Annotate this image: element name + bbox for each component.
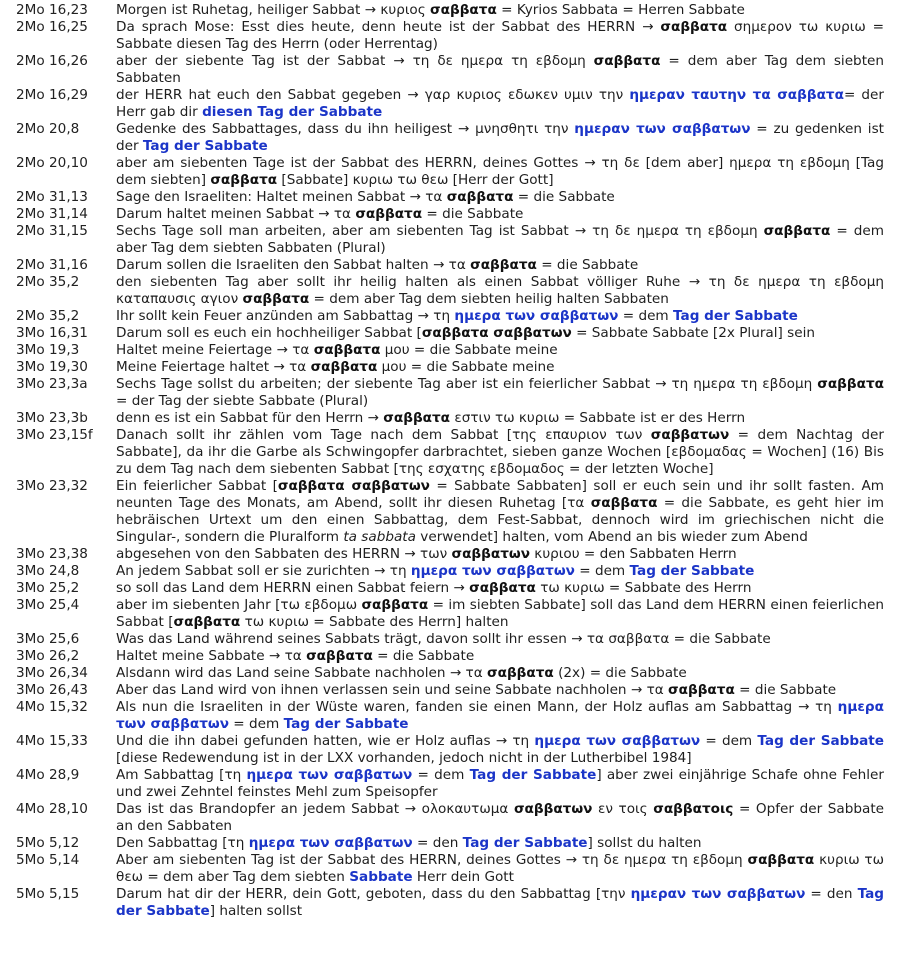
verse-reference: 2Mo 31,13	[16, 189, 88, 205]
verse-text-segment: Das ist das Brandopfer an jedem Sabbat → ολοκαυτωμα	[116, 801, 514, 817]
verse-text-segment: [Sabbate] κυριω τω θεω [Herr der Gott]	[277, 172, 554, 188]
verse-text	[116, 87, 884, 121]
verse-text	[116, 733, 884, 767]
table-row	[16, 478, 884, 546]
table-row	[16, 2, 884, 19]
highlight-term-blue: ημερα των σαββατων	[116, 699, 884, 732]
highlight-term-blue: Tag der Sabbate	[673, 308, 798, 324]
highlight-term-blue: ημεραν των σαββατων	[574, 121, 751, 137]
verse-text-segment: Darum hat dir der HERR, dein Gott, geboten, dass du den Sabbattag [την	[116, 886, 631, 902]
greek-term-bold: σαββατων	[513, 801, 593, 817]
greek-term-bold: σαββατα	[210, 172, 278, 188]
table-row	[16, 342, 884, 359]
verse-text-segment: Haltet meine Sabbate → τα	[116, 648, 307, 664]
verse-reference: 5Mo 5,14	[16, 852, 80, 868]
verse-text	[116, 563, 884, 580]
verse-text-segment: Morgen ist Ruhetag, heiliger Sabbat → κυριος	[116, 2, 431, 18]
verse-reference: 2Mo 16,25	[16, 19, 88, 35]
greek-term-bold: σαββατα	[470, 257, 537, 273]
verse-text	[116, 206, 884, 223]
greek-term-bold: σαββατα	[242, 291, 310, 307]
verse-text-segment: verwendet] halten, vom Abend an bis wieder zum Abend	[415, 529, 808, 545]
verse-text-segment: μου = die Sabbate meine	[380, 342, 558, 358]
highlight-term-blue: ημεραν ταυτην τα σαββατα	[629, 87, 844, 103]
verse-text-segment: Sage den Israeliten: Haltet meinen Sabbat → τα	[116, 189, 447, 205]
greek-term-bold: σαββατα	[310, 359, 378, 375]
verse-reference: 4Mo 28,9	[16, 767, 80, 783]
verse-text	[116, 325, 884, 342]
verse-text-segment: Meine Feiertage haltet → τα	[116, 359, 311, 375]
verse-text-segment: Haltet meine Feiertage → τα	[116, 342, 314, 358]
verse-text-segment: Ein feierlicher Sabbat [	[116, 478, 278, 494]
highlight-term-blue: Tag der Sabbate	[283, 716, 409, 732]
verse-text-segment: aber im siebenten Jahr [τω εβδομω	[116, 597, 362, 613]
verse-text-segment: ] halten sollst	[209, 903, 303, 919]
verse-text	[116, 665, 884, 682]
verse-reference: 3Mo 25,4	[16, 597, 80, 613]
greek-term-bold: σαββατων	[451, 546, 530, 562]
verse-text-segment: = Sabbate Sabbate [2x Plural] sein	[571, 325, 815, 341]
verse-text	[116, 580, 884, 597]
highlight-term-blue: diesen Tag der Sabbate	[202, 104, 383, 120]
verse-text	[116, 835, 884, 852]
verse-text-segment: Ihr sollt kein Feuer anzünden am Sabbattag → τη	[116, 308, 455, 324]
verse-text-segment: An jedem Sabbat soll er sie zurichten → τη	[116, 563, 411, 579]
verse-text-segment: κυριου = den Sabbaten Herrn	[529, 546, 737, 562]
table-row	[16, 257, 884, 274]
verse-text-segment: = der Tag der siebte Sabbate (Plural)	[116, 393, 369, 409]
table-row	[16, 648, 884, 665]
verse-text	[116, 19, 884, 53]
verse-reference: 4Mo 15,32	[16, 699, 88, 715]
verse-text	[116, 53, 884, 87]
highlight-term-blue: ημερα των σαββατων	[246, 767, 413, 783]
verse-text-segment: κυριω τω θεω = dem aber Tag dem siebten	[116, 852, 884, 885]
verse-text	[116, 682, 884, 699]
table-row	[16, 155, 884, 189]
greek-term-bold: σαββατα σαββατων	[421, 325, 572, 341]
greek-term-bold: σαββατα	[660, 19, 728, 35]
highlight-term-blue: Tag der Sabbate	[629, 563, 755, 579]
verse-reference: 3Mo 23,15f	[16, 427, 93, 443]
verse-reference: 2Mo 20,10	[16, 155, 88, 171]
verse-text-segment: μου = die Sabbate meine	[377, 359, 555, 375]
verse-text	[116, 376, 884, 410]
verse-reference: 3Mo 19,3	[16, 342, 80, 358]
verse-text-segment: = die Sabbate	[536, 257, 639, 273]
table-row	[16, 597, 884, 631]
greek-term-bold: σαββατα	[446, 189, 514, 205]
verse-reference: 3Mo 24,8	[16, 563, 80, 579]
verse-text-segment: εν τοις	[592, 801, 654, 817]
verse-text-segment: Am Sabbattag [τη	[116, 767, 247, 783]
highlight-term-blue: Tag der Sabbate	[469, 767, 597, 783]
verse-reference: 5Mo 5,15	[16, 886, 80, 902]
verse-text-segment: Aber am siebenten Tag ist der Sabbat des HERRN, deines Gottes → τη δε ημερα τη εβδομη	[116, 852, 748, 868]
greek-term-bold: σαββατα	[361, 597, 429, 613]
verse-reference: 2Mo 35,2	[16, 308, 80, 324]
verse-reference: 3Mo 23,38	[16, 546, 88, 562]
verse-reference: 3Mo 16,31	[16, 325, 88, 341]
verse-text	[116, 631, 884, 648]
table-row	[16, 886, 884, 920]
verse-text-segment: = den	[412, 835, 463, 851]
table-row	[16, 325, 884, 342]
highlight-term-blue: Tag der Sabbate	[462, 835, 588, 851]
verse-text	[116, 257, 884, 274]
verse-text-segment: εστιν τω κυριω = Sabbate ist er des Herrn	[450, 410, 746, 426]
verse-text-segment: = Sabbate Sabbaten] soll er euch sein und ihr sollt fasten. Am neunten Tage des Monats, am Abend, sollt ihr diesen Ruhetag [τα	[116, 478, 884, 511]
highlight-term-blue: Tag der Sabbate	[757, 733, 885, 749]
verse-text-segment: ] sollst du halten	[587, 835, 702, 851]
verse-text-segment: = die Sabbate	[734, 682, 837, 698]
table-row	[16, 206, 884, 223]
verse-reference: 3Mo 23,32	[16, 478, 88, 494]
table-row	[16, 699, 884, 733]
verse-text	[116, 308, 884, 325]
table-row	[16, 19, 884, 53]
greek-term-bold: σαββατα	[383, 410, 451, 426]
table-row	[16, 546, 884, 563]
verse-reference: 2Mo 16,29	[16, 87, 88, 103]
verse-text-segment: denn es ist ein Sabbat für den Herrn →	[116, 410, 384, 426]
table-row	[16, 767, 884, 801]
verse-text	[116, 699, 884, 733]
verse-text-segment: = die Sabbate, es geht hier im hebräischen Urtext um den einen Sabbattag, dem Fest-Sabbat, dennoch wird im griechischen nicht die Singular-, sondern die Pluralform	[116, 495, 885, 545]
verse-text-segment: = Kyrios Sabbata = Herren Sabbate	[496, 2, 745, 18]
verse-text-segment: den siebenten Tag aber sollt ihr heilig halten als einen Sabbat völliger Ruhe → τη δε ημερα τη εβδομη καταπαυσις αγιον	[116, 274, 884, 307]
verse-text-segment: Sechs Tage sollst du arbeiten; der siebente Tag aber ist ein feierlicher Sabbat → τη ημερα τη εβδομη	[116, 376, 818, 392]
italic-term: ta sabbata	[343, 529, 416, 545]
verse-text	[116, 189, 884, 206]
verse-text-segment: = der Herr gab dir	[116, 87, 884, 120]
verse-text-segment: = dem aber Tag dem siebten Sabbaten (Plural)	[116, 223, 884, 256]
verse-reference: 2Mo 31,14	[16, 206, 88, 222]
table-row	[16, 835, 884, 852]
table-row	[16, 733, 884, 767]
greek-term-bold: σαββατα	[668, 682, 735, 698]
verse-text	[116, 767, 884, 801]
verse-reference: 3Mo 26,34	[16, 665, 88, 681]
verse-reference: 2Mo 35,2	[16, 274, 80, 290]
table-row	[16, 274, 884, 308]
verse-text-segment: Und die ihn dabei gefunden hatten, wie er Holz auflas → τη	[116, 733, 535, 749]
greek-term-bold: σαββατα	[763, 223, 831, 239]
greek-term-bold: σαββατα	[487, 665, 554, 681]
greek-term-bold: σαββατα σαββατων	[277, 478, 430, 494]
verse-reference: 3Mo 26,2	[16, 648, 80, 664]
verse-reference: 2Mo 16,23	[16, 2, 88, 18]
table-row	[16, 427, 884, 478]
verse-text	[116, 852, 884, 886]
verse-text	[116, 121, 884, 155]
table-row	[16, 53, 884, 87]
verse-text-segment: Was das Land während seines Sabbats trägt, davon sollt ihr essen → τα σαββατα = die Sabbate	[116, 631, 771, 647]
greek-term-bold: σαββατοις	[653, 801, 734, 817]
verse-text	[116, 427, 884, 478]
verse-text-segment: = zu gedenken ist der	[116, 121, 884, 154]
verse-text-segment: Da sprach Mose: Esst dies heute, denn heute ist der Sabbat des HERRN →	[116, 19, 661, 35]
verse-text-segment: = dem	[700, 733, 758, 749]
verse-text	[116, 886, 884, 920]
verse-text-segment: = dem	[618, 308, 673, 324]
greek-term-bold: σαββατα	[306, 648, 373, 664]
table-row	[16, 631, 884, 648]
verse-text-segment: = im siebten Sabbate] soll das Land dem HERRN einen feierlichen Sabbat [	[116, 597, 884, 630]
verse-text-segment: so soll das Land dem HERRN einen Sabbat feiern →	[116, 580, 470, 596]
verse-text-segment: = den	[805, 886, 858, 902]
verse-text	[116, 648, 884, 665]
verse-text-segment: Gedenke des Sabbattages, dass du ihn heiligest → μνησθητι την	[116, 121, 575, 137]
verse-text	[116, 223, 884, 257]
verse-text-segment: = dem Nachtag der Sabbate], da ihr die Garbe als Schwingopfer darbrachtet, sieben ganze Wochen [εβδομαδας = Wochen] (16) Bis zu dem Tag nach dem siebenten Sabbat [της εσχατης εβδομαδος = der letzten Woche]	[116, 427, 884, 477]
verse-text	[116, 359, 884, 376]
highlight-term-blue: ημερα των σαββατων	[534, 733, 701, 749]
table-row	[16, 87, 884, 121]
highlight-term-blue: ημεραν των σαββατων	[630, 886, 806, 902]
verse-text-segment: abgesehen von den Sabbaten des HERRN → των	[116, 546, 452, 562]
verse-reference: 3Mo 23,3a	[16, 376, 88, 392]
verse-text-segment: Darum soll es euch ein hochheiliger Sabbat [	[116, 325, 422, 341]
greek-term-bold: σαββατα	[469, 580, 536, 596]
table-row	[16, 410, 884, 427]
verse-text-segment: Danach sollt ihr zählen vom Tage nach dem Sabbat [της επαυριον των	[116, 427, 651, 443]
table-row	[16, 121, 884, 155]
verse-text-segment: der HERR hat euch den Sabbat gegeben → γαρ κυριος εδωκεν υμιν την	[116, 87, 630, 103]
verse-reference: 2Mo 20,8	[16, 121, 80, 137]
table-row	[16, 801, 884, 835]
greek-term-bold: σαββατα	[313, 342, 381, 358]
verse-text-segment: Sechs Tage soll man arbeiten, aber am siebenten Tag ist Sabbat → τη δε ημερα τη εβδομη	[116, 223, 764, 239]
verse-reference: 5Mo 5,12	[16, 835, 80, 851]
verse-text-segment: = dem	[574, 563, 630, 579]
verse-text-segment: Aber das Land wird von ihnen verlassen sein und seine Sabbate nachholen → τα	[116, 682, 669, 698]
verse-text-segment: ] aber zwei einjährige Schafe ohne Fehler und zwei Zehntel feinstes Mehl zum Speisopfer	[116, 767, 885, 800]
verse-text-segment: Den Sabbattag [τη	[116, 835, 249, 851]
verse-text-segment: = dem aber Tag dem siebten heilig halten Sabbaten	[309, 291, 669, 307]
verse-reference: 3Mo 19,30	[16, 359, 88, 375]
highlight-term-blue: Sabbate	[349, 869, 413, 885]
greek-term-bold: σαββατα	[747, 852, 815, 868]
table-row	[16, 223, 884, 257]
verse-reference: 2Mo 16,26	[16, 53, 88, 69]
verse-text-segment: Alsdann wird das Land seine Sabbate nachholen → τα	[116, 665, 488, 681]
verse-text-segment: aber der siebente Tag ist der Sabbat → τη δε ημερα τη εβδομη	[116, 53, 594, 69]
greek-term-bold: σαββατα	[173, 614, 241, 630]
verse-text	[116, 342, 884, 359]
verse-text-segment: = dem aber Tag dem siebten Sabbaten	[116, 53, 885, 86]
verse-text-segment: = die Sabbate	[513, 189, 615, 205]
verse-text-segment: Darum haltet meinen Sabbat → τα	[116, 206, 356, 222]
highlight-term-blue: Tag der Sabbate	[142, 138, 268, 154]
greek-term-bold: σαββατα	[590, 495, 658, 511]
verse-text	[116, 155, 884, 189]
table-row	[16, 563, 884, 580]
verse-reference: 3Mo 23,3b	[16, 410, 88, 426]
table-row	[16, 852, 884, 886]
verse-reference: 2Mo 31,15	[16, 223, 88, 239]
table-row	[16, 359, 884, 376]
table-row	[16, 580, 884, 597]
verse-text	[116, 801, 884, 835]
verse-text-segment: Als nun die Israeliten in der Wüste waren, fanden sie einen Mann, der Holz auflas am Sabbattag → τη	[116, 699, 838, 715]
verse-text-segment: = die Sabbate	[422, 206, 524, 222]
highlight-term-blue: Tag der Sabbate	[116, 886, 884, 919]
verse-reference: 4Mo 15,33	[16, 733, 88, 749]
verse-text-segment: (2x) = die Sabbate	[553, 665, 687, 681]
greek-term-bold: σαββατα	[430, 2, 497, 18]
verse-reference: 3Mo 25,6	[16, 631, 80, 647]
highlight-term-blue: ημερα των σαββατων	[454, 308, 619, 324]
highlight-term-blue: ημερα των σαββατων	[410, 563, 575, 579]
verse-text	[116, 274, 884, 308]
greek-term-bold: σαββατα	[817, 376, 884, 392]
verse-text-segment: [diese Redewendung ist in der LXX vorhanden, jedoch nicht in der Lutherbibel 1984]	[116, 750, 692, 766]
verse-text-segment: = dem	[228, 716, 284, 732]
verse-text	[116, 410, 884, 427]
highlight-term-blue: ημερα των σαββατων	[248, 835, 413, 851]
verse-text	[116, 2, 884, 19]
table-row	[16, 189, 884, 206]
table-row	[16, 682, 884, 699]
verse-text-segment: Herr dein Gott	[412, 869, 514, 885]
greek-term-bold: σαββατων	[650, 427, 730, 443]
verse-text	[116, 597, 884, 631]
verse-reference: 2Mo 31,16	[16, 257, 88, 273]
verse-text-segment: τω κυριω = Sabbate des Herrn	[535, 580, 752, 596]
table-row	[16, 665, 884, 682]
verse-text-segment: σημερον τω κυριω = Sabbate diesen Tag des Herrn (oder Herrentag)	[116, 19, 884, 52]
verse-text-segment: Darum sollen die Israeliten den Sabbat halten → τα	[116, 257, 471, 273]
verse-text-segment: aber am siebenten Tage ist der Sabbat des HERRN, deines Gottes → τη δε [dem aber] ημερα τη εβδομη [Tag dem siebten]	[116, 155, 884, 188]
verse-reference: 3Mo 25,2	[16, 580, 80, 596]
verse-text-segment: = dem	[412, 767, 470, 783]
verse-text-segment: τω κυριω = Sabbate des Herrn] halten	[240, 614, 509, 630]
verse-text-segment: = Opfer der Sabbate an den Sabbaten	[116, 801, 885, 834]
greek-term-bold: σαββατα	[355, 206, 423, 222]
greek-term-bold: σαββατα	[593, 53, 661, 69]
table-row	[16, 308, 884, 325]
verse-reference: 3Mo 26,43	[16, 682, 88, 698]
verse-text	[116, 546, 884, 563]
verse-reference: 4Mo 28,10	[16, 801, 88, 817]
verse-text-segment: = die Sabbate	[372, 648, 475, 664]
table-row	[16, 376, 884, 410]
verse-text	[116, 478, 884, 546]
